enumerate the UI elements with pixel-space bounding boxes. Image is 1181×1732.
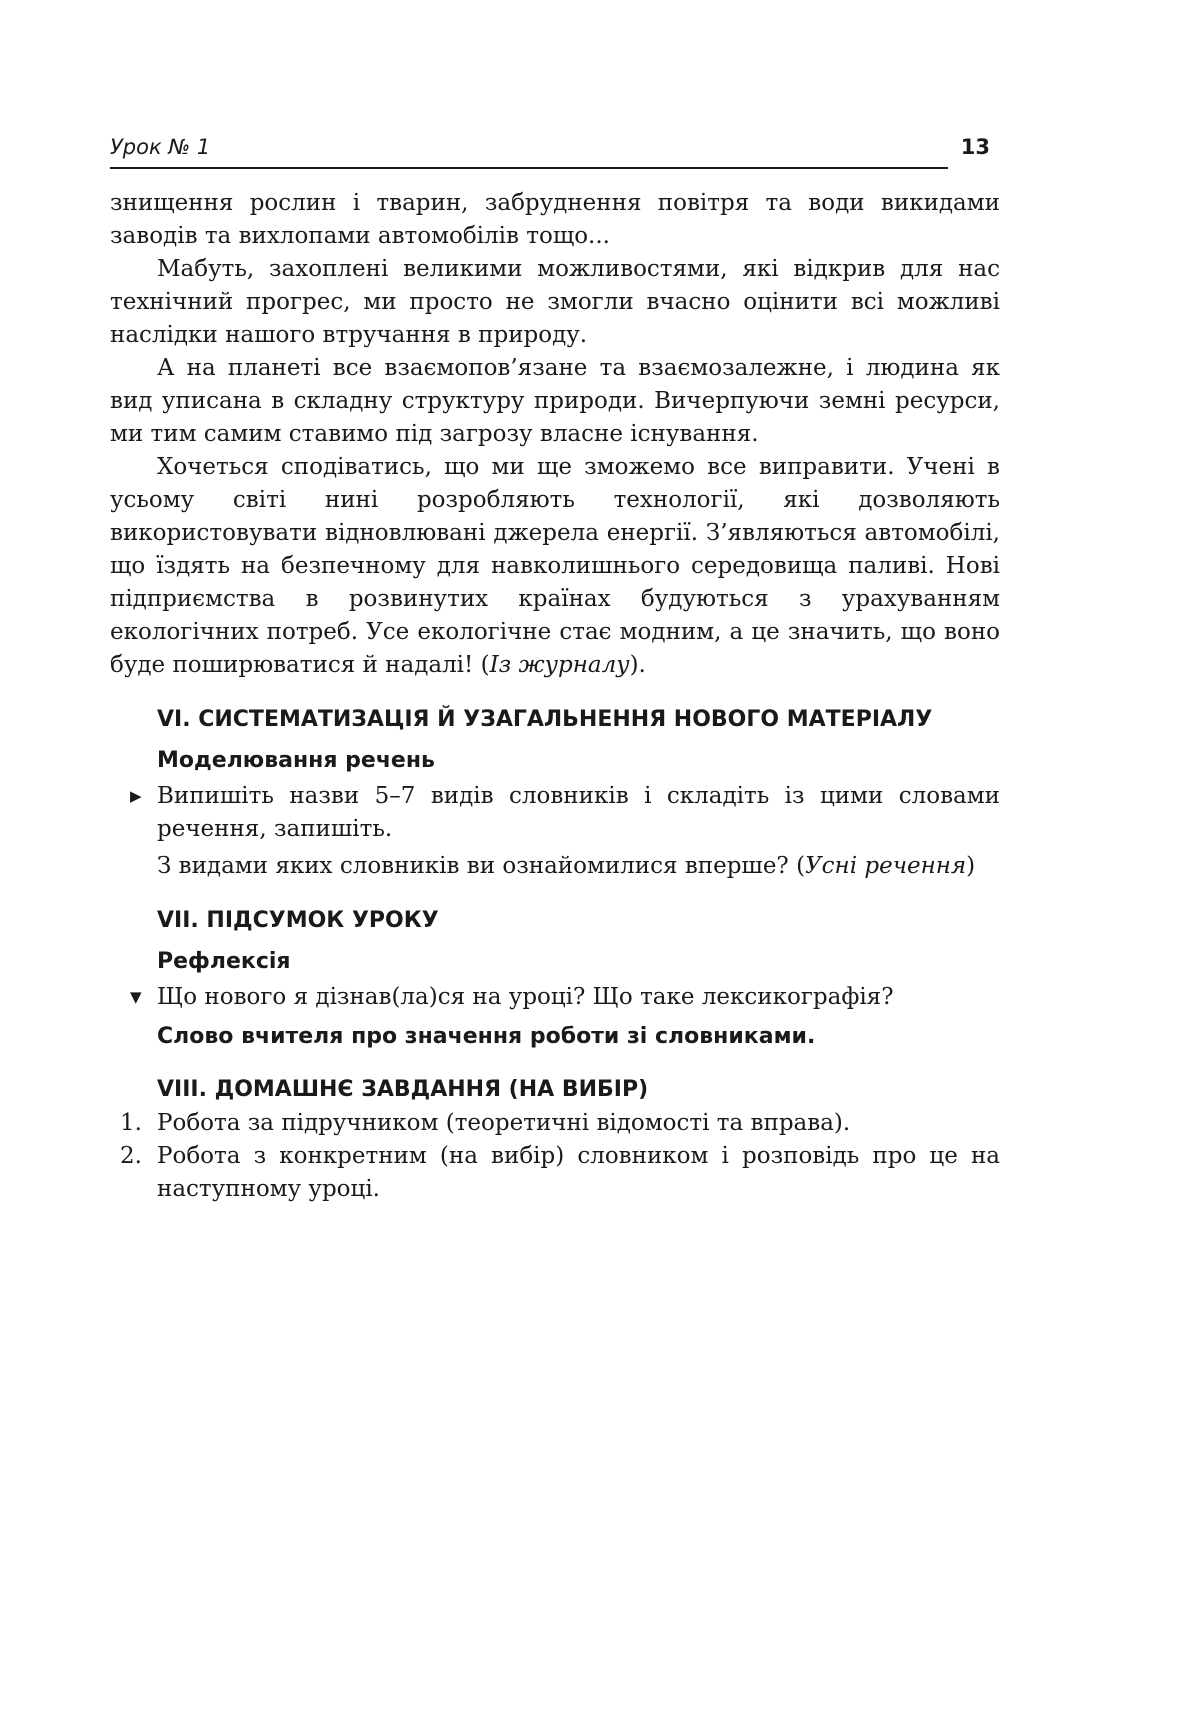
page-content bbox=[110, 187, 1000, 1206]
homework-item bbox=[110, 1140, 1000, 1206]
paragraph-4-end: ). bbox=[629, 652, 646, 678]
homework-item bbox=[110, 1107, 1000, 1140]
section-6-question-text: З видами яких словників ви ознайомилися вперше? ( bbox=[157, 853, 806, 879]
section-7-title: VII. ПІДСУМОК УРОКУ bbox=[157, 908, 439, 933]
paragraph-4 bbox=[110, 451, 1000, 682]
header-rule bbox=[110, 167, 948, 169]
page-number: 13 bbox=[960, 135, 990, 159]
section-7-question bbox=[110, 981, 1000, 1014]
triangle-down-icon: ▼ bbox=[130, 988, 142, 1006]
running-title: Урок № 1 bbox=[110, 135, 211, 159]
section-6-question bbox=[110, 850, 1000, 883]
section-6-subtitle: Моделювання речень bbox=[157, 748, 435, 773]
homework-item-number: 2. bbox=[120, 1143, 142, 1169]
section-6-question-note: Усні речення bbox=[805, 853, 967, 879]
paragraph-4-text: Хочеться сподіватись, що ми ще зможемо все виправити. Учені в усьому світі нині розробляють технології, які дозволяють використовувати відновлювані джерела енергії. З’являються автомобілі, що їздять на безпечному для навколишнього середовища паливі. Нові підприємства в розвинутих країнах будуються з урахуванням екологічних потреб. Усе екологічне стає модним, а це значить, що воно буде поширюватися й надалі! ( bbox=[110, 454, 1000, 678]
paragraph-2: Мабуть, захоплені великими можливостями, які відкрив для нас технічний прогрес, ми просто не змогли вчасно оцінити всі можливі наслідки нашого втручання в природу. bbox=[110, 256, 1000, 348]
section-6-task bbox=[110, 780, 1000, 846]
section-6-question-end: ) bbox=[966, 853, 976, 879]
homework-item-number: 1. bbox=[120, 1110, 142, 1136]
triangle-right-icon: ▶ bbox=[130, 787, 142, 805]
teacher-word: Слово вчителя про значення роботи зі словниками. bbox=[157, 1024, 816, 1049]
section-8-title: VIII. ДОМАШНЄ ЗАВДАННЯ (НА ВИБІР) bbox=[157, 1077, 649, 1102]
homework-item-text: Робота за підручником (теоретичні відомості та вправа). bbox=[157, 1110, 851, 1136]
section-6-title: VI. СИСТЕМАТИЗАЦІЯ Й УЗАГАЛЬНЕННЯ НОВОГО МАТЕРІАЛУ bbox=[157, 707, 933, 732]
section-7-subtitle: Рефлексія bbox=[157, 949, 291, 974]
spacer bbox=[110, 1014, 1000, 1022]
paragraph-4-source: Із журналу bbox=[489, 652, 630, 678]
homework-item-text: Робота з конкретним (на вибір) словником і розповідь про це на наступному уроці. bbox=[157, 1143, 1000, 1202]
paragraph-1: знищення рослин і тварин, забруднення повітря та води викидами заводів та вихлопами автомобілів тощо... bbox=[110, 190, 1000, 249]
paragraph-3: А на планеті все взаємопов’язане та взаємозалежне, і людина як вид уписана в складну структуру природи. Вичерпуючи земні ресурси, ми тим самим ставимо під загрозу власне існування. bbox=[110, 355, 1000, 447]
running-head bbox=[110, 134, 990, 168]
section-6-task-text: Випишіть назви 5–7 видів словників і складіть із цими словами речення, запишіть. bbox=[157, 783, 1000, 842]
section-7-question-text: Що нового я дізнав(ла)ся на уроці? Що таке лексикографія? bbox=[157, 984, 894, 1010]
